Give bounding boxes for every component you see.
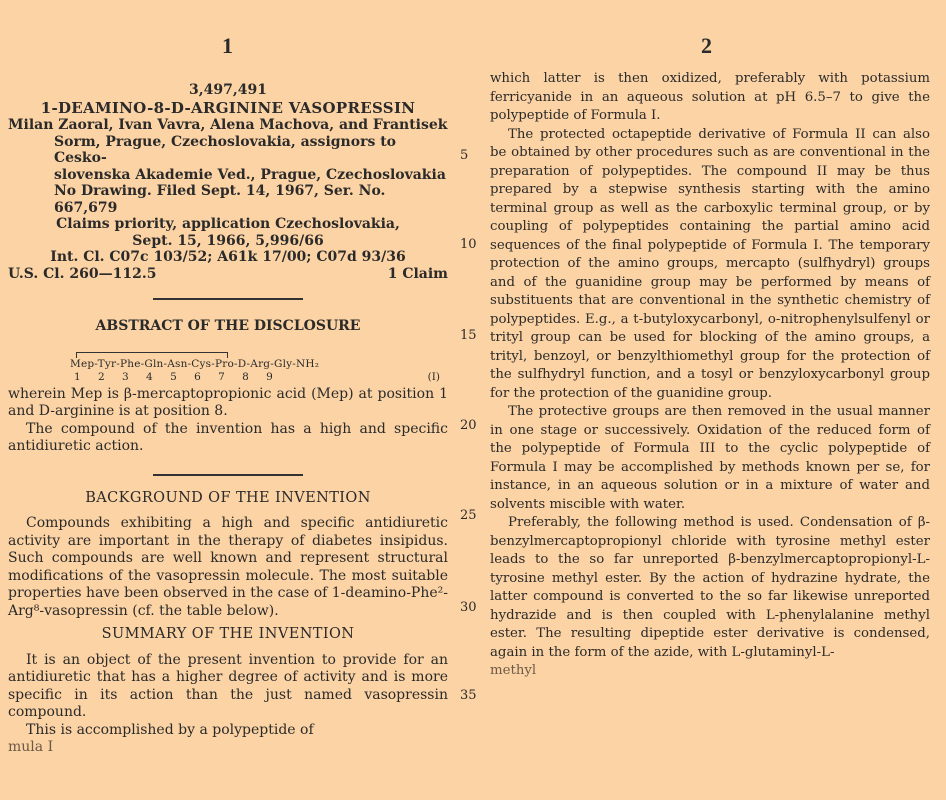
divider [153, 474, 303, 476]
summary-paragraph: It is an object of the present invention to provide for an antidiuretic that has a higher degree of activity and is more specific in its action than the just named vasopressin compound. [8, 651, 448, 720]
classification-line: Int. Cl. C07c 103/52; A61k 17/00; C07d 93/36 [50, 249, 406, 265]
summary-heading: SUMMARY OF THE INVENTION [101, 626, 355, 642]
summary-text-faded: mula I [8, 739, 54, 755]
line-number: 25 [460, 508, 477, 523]
formula-label: (I) [427, 370, 440, 383]
inventors-line: slovenska Akademie Ved., Prague, Czechoslovakia [54, 166, 446, 183]
body-paragraph: The protected octapeptide derivative of Formula II can also be obtained by other procedures such as are conventional in the preparation of polypeptides. The compound II may be thus prepared by a stepwise synthesis starting with the amino terminal group as well as the carboxylic terminal group, or by coupling of polypeptides containing the partial amino acid sequences of the final polypeptide of Formula I. The temporary protection of the amino groups, mercapto (sulfhydryl) groups and of the guanidine group may be performed by means of substituents that are conventional in the synthetic chemistry of polypeptides. E.g., a t-butyloxycarbonyl, o-nitrophenylsulfenyl or trityl group can be used for blocking of the amino groups, a trityl, benzoyl, or benzylthiomethyl group for the protection of the sulfhydryl function, and a tosyl or benzyloxycarbonyl group for the protection of the guanidine group. [490, 126, 930, 401]
inventors-line: Sept. 15, 1966, 5,996/66 [132, 232, 324, 249]
divider [153, 298, 303, 300]
formula-positions: 1 2 3 4 5 6 7 8 9 [74, 370, 273, 383]
patent-number: 3,497,491 [189, 82, 267, 98]
inventors-line: Sorm, Prague, Czechoslovakia, assignors to Cesko- [54, 133, 397, 166]
peptide-formula [8, 356, 448, 386]
abstract-heading: ABSTRACT OF THE DISCLOSURE [95, 318, 361, 334]
patent-title: 1-DEAMINO-8-D-ARGININE VASOPRESSIN [40, 98, 416, 117]
line-number: 15 [460, 328, 477, 343]
line-number: 20 [460, 418, 477, 433]
summary-text: This is accomplished by a polypeptide of [26, 721, 314, 738]
inventors-line: Milan Zaoral, Ivan Vavra, Alena Machova, and Frantisek [8, 117, 448, 133]
background-paragraph: Compounds exhibiting a high and specific antidiuretic activity are important in the therapy of diabetes insipidus. Such compounds are well known and represent structural modifications of the vasopressin molecule. The most suitable properties have been observed in the case of 1-deamino-Phe²-Arg⁸-vasopressin (cf. the table below). [8, 515, 448, 619]
line-number: 10 [460, 237, 477, 252]
inventors-block [8, 117, 448, 282]
left-column [8, 82, 448, 757]
body-text: Preferably, the following method is used. Condensation of β-benzylmercaptopropionyl chloride with tyrosine methyl ester leads to the so far unreported β-benzylmercaptopropionyl-L-tyrosine methyl ester. By the action of hydrazine hydrate, the latter compound is converted to the so far likewise unreported hydrazide and is then coupled with L-phenylalanine methyl ester. The resulting dipeptide ester derivative is condensed, again in the form of the azide, with L-glutaminyl-L- [490, 515, 930, 660]
right-column-number: 2 [701, 33, 712, 58]
abstract-paragraph: The compound of the invention has a high and specific antidiuretic action. [8, 420, 448, 454]
background-heading: BACKGROUND OF THE INVENTION [85, 489, 371, 506]
body-paragraph [490, 514, 930, 681]
right-column [490, 70, 930, 681]
inventors-line: No Drawing. Filed Sept. 14, 1967, Ser. No. 667,679 [54, 183, 386, 216]
body-text-faded: methyl [490, 663, 537, 678]
claims-count: 1 Claim [387, 265, 448, 282]
summary-paragraph [8, 722, 448, 757]
body-paragraph: The protective groups are then removed in the usual manner in one stage or successively. Oxidation of the reduced form of the polypeptide of Formula III to the cyclic polypeptide of Formula I may be accomplished by methods known per se, for instance, in an aqueous solution or in a mixture of water and solvents miscible with water. [490, 404, 930, 512]
left-column-number: 1 [222, 33, 233, 58]
line-number: 30 [460, 600, 477, 615]
line-number: 35 [460, 688, 477, 703]
inventors-line: Claims priority, application Czechoslovakia, [56, 216, 400, 232]
body-paragraph: which latter is then oxidized, preferably with potassium ferricyanide in an aqueous solution at pH 6.5–7 to give the polypeptide of Formula I. [490, 71, 930, 123]
us-class-row [8, 266, 448, 283]
us-classification: U.S. Cl. 260—112.5 [8, 265, 157, 282]
formula-sequence: Mep-Tyr-Phe-Gln-Asn-Cys-Pro-D-Arg-Gly-NH₂ [70, 357, 320, 370]
line-number: 5 [460, 148, 469, 163]
abstract-paragraph: wherein Mep is β-mercaptopropionic acid (Mep) at position 1 and D-arginine is at position 8. [8, 385, 448, 419]
